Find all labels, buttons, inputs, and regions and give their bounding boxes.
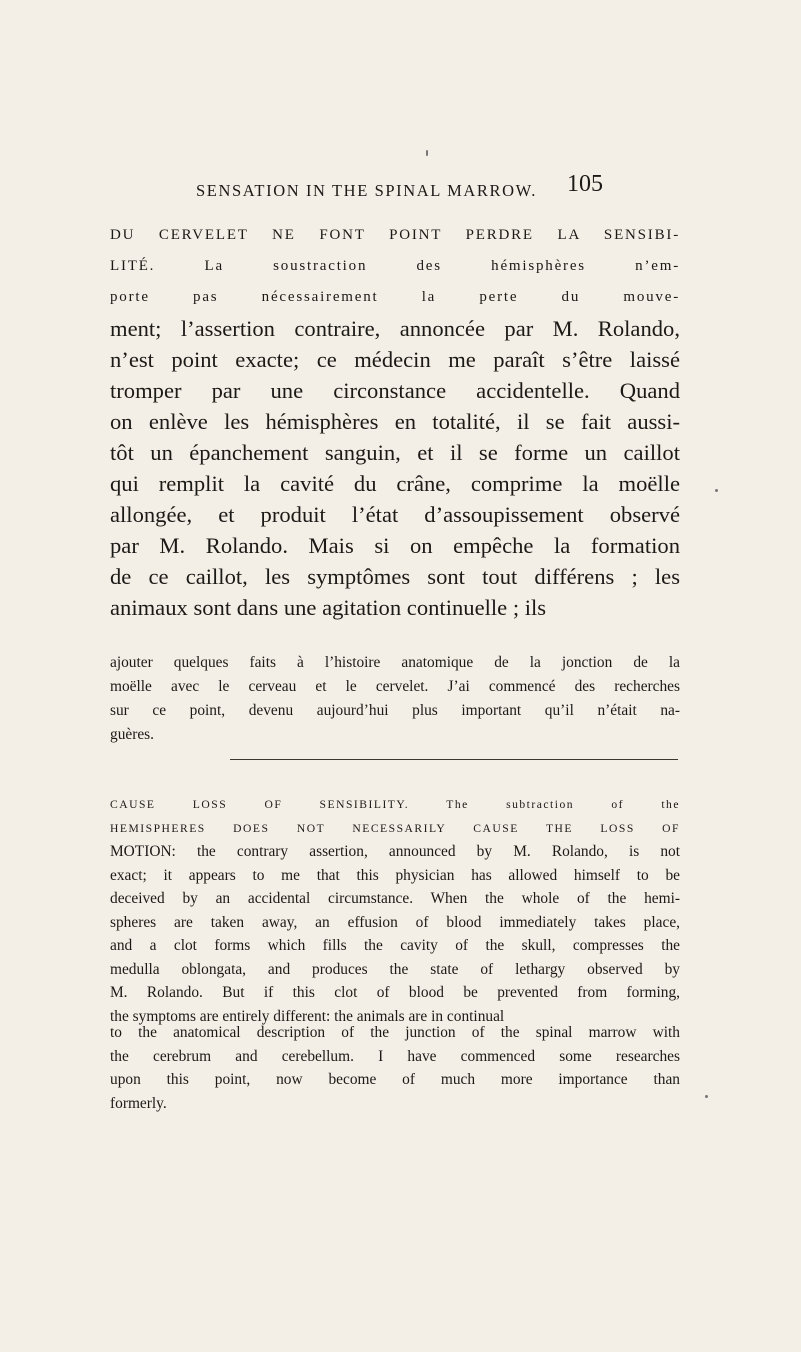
- paper-speck: [715, 489, 718, 492]
- french-footnote-line: guères.: [110, 726, 155, 743]
- english-line: spheres are taken away, an effusion of blood immediately takes place,: [110, 913, 680, 931]
- french-footnote-line: sur ce point, devenu aujourd’hui plus important qu’il n’était na-: [110, 702, 680, 719]
- french-line: de ce caillot, les symptômes sont tout différens ; les: [110, 564, 680, 589]
- english-footnote-line: the cerebrum and cerebellum. I have commenced some researches: [110, 1047, 680, 1065]
- french-paragraph: [110, 220, 680, 623]
- english-line: M. Rolando. But if this clot of blood be prevented from forming,: [110, 984, 680, 1001]
- english-line: deceived by an accidental circumstance. When the whole of the hemi-: [110, 890, 680, 907]
- french-line: porte pas nécessairement la perte du mouve-: [110, 289, 680, 305]
- english-line: MOTION: the contrary assertion, announced by M. Rolando, is not: [110, 843, 680, 860]
- english-line: HEMISPHERES DOES NOT NECESSARILY CAUSE THE LOSS OF: [110, 821, 680, 835]
- french-line: DU CERVELET NE FONT POINT PERDRE LA SENSIBI-: [110, 227, 680, 243]
- english-line: exact; it appears to me that this physician has allowed himself to be: [110, 866, 680, 884]
- english-footnote: [110, 1021, 680, 1115]
- french-line: animaux sont dans une agitation continuelle ; ils: [110, 595, 547, 620]
- english-line: CAUSE LOSS OF SENSIBILITY. The subtraction of the: [110, 798, 680, 811]
- french-line: qui remplit la cavité du crâne, comprime la moëlle: [110, 471, 680, 496]
- english-paragraph: [110, 793, 680, 1028]
- page-number: 105: [567, 171, 603, 197]
- french-line: ment; l’assertion contraire, annoncée par M. Rolando,: [110, 316, 680, 341]
- french-line: tôt un épanchement sanguin, et il se forme un caillot: [110, 440, 680, 465]
- french-line: n’est point exacte; ce médecin me paraît s’être laissé: [110, 347, 680, 372]
- section-divider: [230, 759, 678, 760]
- french-line: par M. Rolando. Mais si on empêche la formation: [110, 533, 680, 558]
- french-line: LITÉ. La soustraction des hémisphères n’em-: [110, 258, 680, 274]
- french-footnote: [110, 651, 680, 747]
- running-header: [196, 181, 626, 201]
- paper-speck: [705, 1095, 708, 1098]
- english-line: the symptoms are entirely different: the animals are in continual: [110, 1007, 505, 1025]
- french-footnote-line: moëlle avec le cerveau et le cervelet. J’ai commencé des recherches: [110, 678, 680, 695]
- english-footnote-line: upon this point, now become of much more importance than: [110, 1071, 680, 1088]
- english-footnote-line: formerly.: [110, 1094, 167, 1112]
- french-line: on enlève les hémisphères en totalité, il se fait aussi-: [110, 409, 680, 434]
- english-line: and a clot forms which fills the cavity of the skull, compresses the: [110, 937, 680, 954]
- paper-speck: [426, 150, 428, 156]
- english-footnote-line: to the anatomical description of the junction of the spinal marrow with: [110, 1024, 680, 1041]
- french-line: allongée, et produit l’état d’assoupissement observé: [110, 502, 680, 527]
- running-title: SENSATION IN THE SPINAL MARROW.: [196, 181, 537, 200]
- english-line: medulla oblongata, and produces the state of lethargy observed by: [110, 960, 680, 978]
- french-footnote-line: ajouter quelques faits à l’histoire anatomique de la jonction de la: [110, 654, 680, 671]
- french-line: tromper par une circonstance accidentelle. Quand: [110, 378, 680, 403]
